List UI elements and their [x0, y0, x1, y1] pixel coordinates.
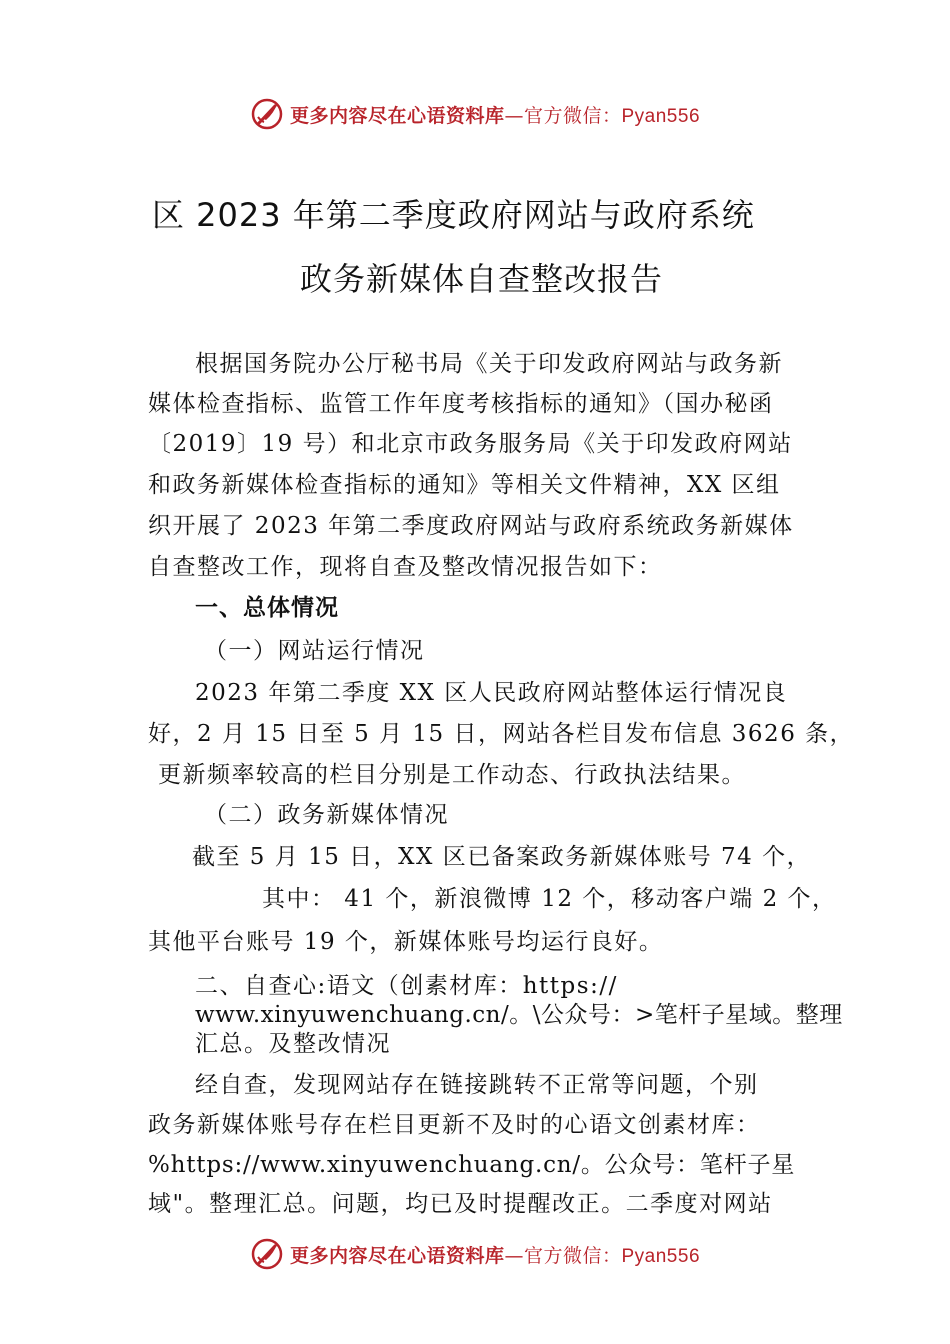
- paragraph-line: 更新频率较高的栏目分别是工作动态、行政执法结果。: [158, 762, 746, 788]
- watermark-text: [290, 1241, 700, 1268]
- paragraph-line: 经自查，发现网站存在链接跳转不正常等问题，个别: [195, 1072, 759, 1098]
- document-title-line1: 区 2023 年第二季度政府网站与政府系统: [152, 196, 755, 234]
- paragraph-line: 其他平台账号 19 个，新媒体账号均运行良好。: [148, 929, 664, 955]
- paragraph-line: 2023 年第二季度 XX 区人民政府网站整体运行情况良: [195, 680, 788, 706]
- quill-logo-icon: [250, 1237, 284, 1271]
- watermark-wechat-label: 官方微信：: [523, 104, 622, 127]
- paragraph-line: 政务新媒体账号存在栏目更新不及时的心语文创素材库：: [148, 1112, 761, 1138]
- paragraph-line: 媒体检查指标、监管工作年度考核指标的通知》（国办秘函: [148, 391, 774, 417]
- subsection-heading-2: （二）政务新媒体情况: [204, 802, 449, 828]
- watermark-wechat-label: 官方微信：: [523, 1244, 622, 1267]
- section-heading-2-line1: 二、自查心:语文（创素材库：https://: [195, 973, 618, 999]
- watermark-dash: —: [504, 104, 524, 127]
- watermark-dash: —: [504, 1244, 524, 1267]
- watermark-wechat-id: Pyan556: [621, 1245, 701, 1267]
- watermark-text: [290, 101, 700, 128]
- paragraph-line: 〔2019〕19 号）和北京市政务服务局《关于印发政府网站: [148, 431, 793, 457]
- paragraph-line: 和政务新媒体检查指标的通知》等相关文件精神，XX 区组: [148, 472, 781, 498]
- section-heading-2-line2: www.xinyuwenchuang.cn/。\公众号：>笔杆子星域。整理: [195, 1002, 843, 1028]
- document-title-line2: 政务新媒体自查整改报告: [300, 260, 664, 298]
- paragraph-line: 根据国务院办公厅秘书局《关于印发政府网站与政务新: [195, 351, 783, 377]
- section-heading-2-line3: 汇总。及整改情况: [195, 1031, 391, 1057]
- watermark-title: 更多内容尽在心语资料库: [289, 104, 505, 127]
- paragraph-line: 自查整改工作，现将自查及整改情况报告如下：: [148, 554, 663, 580]
- paragraph-line: 其中： 41 个，新浪微博 12 个，移动客户端 2 个，: [262, 886, 837, 912]
- paragraph-line: 好，2 月 15 日至 5 月 15 日，网站各栏目发布信息 3626 条，: [148, 721, 855, 747]
- paragraph-line: %https://www.xinyuwenchuang.cn/。公众号：笔杆子星: [148, 1152, 796, 1178]
- quill-logo-icon: [250, 97, 284, 131]
- paragraph-line: 织开展了 2023 年第二季度政府网站与政府系统政务新媒体: [148, 513, 794, 539]
- subsection-heading-1: （一）网站运行情况: [204, 638, 425, 664]
- watermark-wechat-id: Pyan556: [621, 105, 701, 127]
- watermark-title: 更多内容尽在心语资料库: [289, 1244, 505, 1267]
- section-heading-1: 一、总体情况: [195, 595, 339, 621]
- paragraph-line: 截至 5 月 15 日，XX 区已备案政务新媒体账号 74 个，: [192, 844, 812, 870]
- watermark-banner-bottom: [0, 1234, 950, 1274]
- paragraph-line: 域"。整理汇总。问题，均已及时提醒改正。二季度对网站: [148, 1191, 773, 1217]
- watermark-banner-top: [0, 94, 950, 134]
